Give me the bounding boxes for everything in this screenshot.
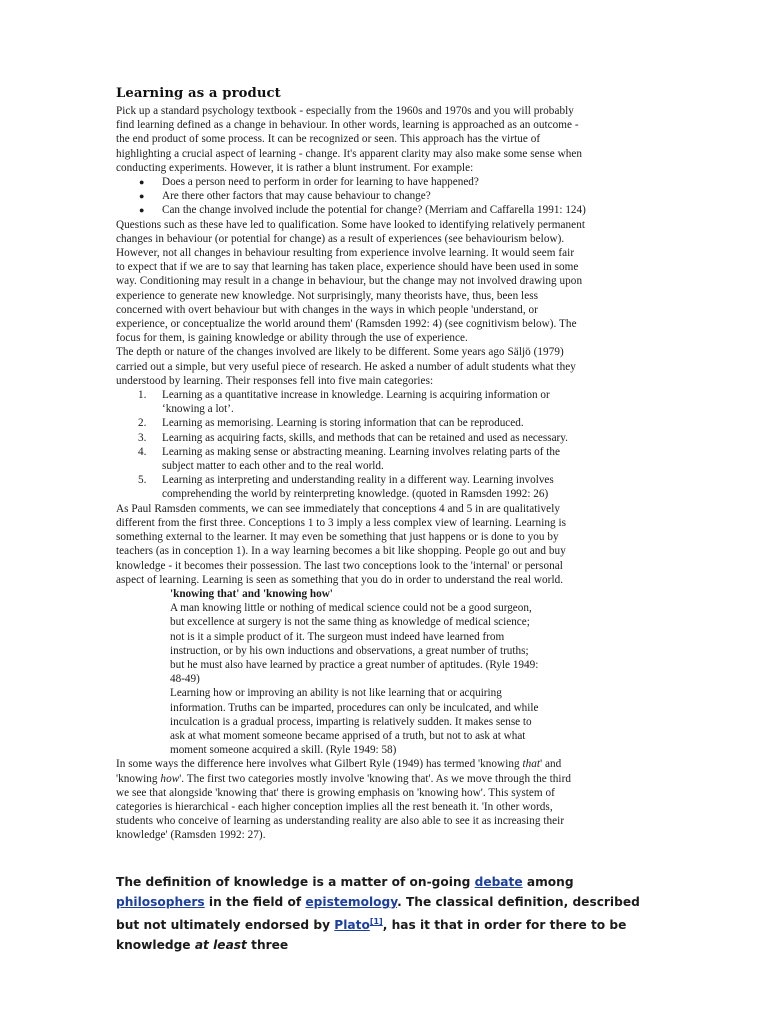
- link-epistemology[interactable]: epistemology: [305, 895, 398, 909]
- text-run: '. The first two categories mostly involve 'knowing that'. As we move through the third we see that alongside 'knowing that' there is growing emphasis on 'knowing how'. This system of categories is hierarchical - each higher conception implies all the rest beneath it. 'In other words, students who conceive of learning as understanding reality are also able to see it as increasing their knowledge' (Ramsden 1992: 27).: [116, 772, 571, 842]
- bullet-item: [116, 203, 768, 217]
- paragraph-saljo: The depth or nature of the changes involved are likely to be different. Some years ago Säljö (1979) carried out a simple, but very useful piece of research. He asked a number of adult students what they understood by learning. Their responses fell into five main categories:: [116, 346, 576, 387]
- paragraph-qualification: Questions such as these have led to qualification. Some have looked to identifying relatively permanent changes in behaviour (or potential for change) as a result of experiences (see behaviourism below). However, not all changes in behaviour resulting from experience involve learning. It would seem fair to expect that if we are to say that learning has taken place, experience should have been used in some way. Conditioning may result in a change in behaviour, but the change may not involved drawing upon experience to generate new knowledge. Not surprisingly, many theorists have, thus, been less concerned with overt behaviour but with changes in the ways in which people 'understand, or experience, or conceptualize the world around them' (Ramsden 1992: 4) (see cognitivism below). The focus for them, is gaining knowledge or ability through the use of experience.: [116, 218, 585, 345]
- item-text: Learning as a quantitative increase in knowledge. Learning is acquiring information or ‘knowing a lot’.: [162, 389, 550, 416]
- text-run: In some ways the difference here involves what Gilbert Ryle (1949) has termed 'knowing: [116, 758, 523, 771]
- ryle-quote-block: [116, 587, 768, 757]
- quote-surgeon: A man knowing little or nothing of medical science could not be a good surgeon, but excellence at surgery is not the same thing as knowledge of medical science; not is it a simple product of it. The surgeon must indeed have learned from instruction, or by his own inductions and observations, a great number of truths; but he must also have learned by practice a great number of aptitudes. (Ryle 1949: 48-49): [170, 602, 539, 686]
- numbered-item: [116, 388, 652, 416]
- numbered-item: [116, 473, 652, 501]
- footnote-ref-link[interactable]: [1]: [369, 917, 383, 926]
- item-text: Learning as making sense or abstracting meaning. Learning involves relating parts of the subject matter to each other and to the real world.: [162, 445, 560, 473]
- item-number: 1.: [138, 389, 147, 402]
- item-text: Learning as interpreting and understanding reality in a different way. Learning involves comprehending the world by reinterpreting knowledge. (quoted in Ramsden 1992: 26): [162, 474, 554, 501]
- paragraph-intro: Pick up a standard psychology textbook - especially from the 1960s and 1970s and you will probably find learning defined as a change in behaviour. In other words, learning is approached as an outcome - the end product of some process. It can be recognized or seen. This approach has the virtue of highlighting a crucial aspect of learning - change. It's apparent clarity may also make some sense when conducting experiments. However, it is rather a blunt instrument. For example:: [116, 105, 582, 174]
- text-run: among: [522, 875, 574, 889]
- section-heading: Learning as a product: [116, 86, 281, 101]
- knowledge-definition-excerpt: [116, 872, 656, 955]
- text-run: three: [246, 938, 289, 953]
- text-run: . The classical definition, described but not ultimately endorsed by: [116, 895, 640, 933]
- link-plato[interactable]: Plato: [334, 918, 370, 933]
- text-run: in the field of: [204, 895, 306, 909]
- numbered-item: [116, 445, 652, 473]
- numbered-item: [116, 416, 652, 430]
- item-number: 3.: [138, 431, 147, 444]
- item-number: 4.: [138, 445, 147, 458]
- bullet-item: [116, 189, 768, 203]
- quote-title: 'knowing that' and 'knowing how': [170, 587, 333, 600]
- bullet-list: [116, 175, 768, 218]
- bullet-icon: ●: [139, 191, 145, 202]
- text-run: The definition of knowledge is a matter of on-going: [116, 875, 475, 889]
- bullet-item-text: Can the change involved include the potential for change? (Merriam and Caffarella 1991: 124): [162, 204, 586, 217]
- numbered-item: [116, 431, 652, 445]
- bullet-icon: ●: [139, 177, 145, 188]
- link-philosophers[interactable]: philosophers: [116, 895, 205, 909]
- bullet-item: [116, 175, 768, 189]
- quote-learning-how: Learning how or improving an ability is not like learning that or acquiring information. Truths can be imparted, procedures can only be inculcated, and while inculcation is a gradual process, imparting is relatively sudden. It makes sense to ask at what moment someone became apprised of a truth, but not to ask at what moment someone acquired a skill. (Ryle 1949: 58): [170, 687, 539, 757]
- italic-at-least: at least: [194, 938, 247, 953]
- italic-how: how: [160, 772, 180, 785]
- text-run: , has it that in order for there to be knowledge: [116, 918, 627, 953]
- numbered-list: [116, 388, 768, 502]
- paragraph-ryle: [116, 757, 652, 842]
- italic-that: that: [522, 758, 541, 771]
- link-debate[interactable]: debate: [474, 875, 523, 889]
- item-number: 2.: [138, 417, 147, 430]
- bullet-icon: ●: [139, 205, 145, 216]
- bullet-item-text: Does a person need to perform in order for learning to have happened?: [162, 176, 479, 189]
- bullet-item-text: Are there other factors that may cause behaviour to change?: [162, 190, 431, 203]
- item-number: 5.: [138, 474, 147, 487]
- item-text: Learning as memorising. Learning is storing information that can be reproduced.: [162, 417, 524, 430]
- paragraph-ramsden: As Paul Ramsden comments, we can see immediately that conceptions 4 and 5 in are qualitatively different from the first three. Conceptions 1 to 3 imply a less complex view of learning. Learning is something external to the learner. It may even be something that just happens or is done to you by teachers (as in conception 1). In a way learning becomes a bit like shopping. People go out and buy knowledge - it becomes their possession. The last two conceptions look to the 'internal' or personal aspect of learning. Learning is seen as something that you do in order to understand the real world.: [116, 502, 567, 586]
- item-text: Learning as acquiring facts, skills, and methods that can be retained and used as necessary.: [162, 431, 568, 444]
- text-run: ' and 'knowing: [116, 758, 562, 785]
